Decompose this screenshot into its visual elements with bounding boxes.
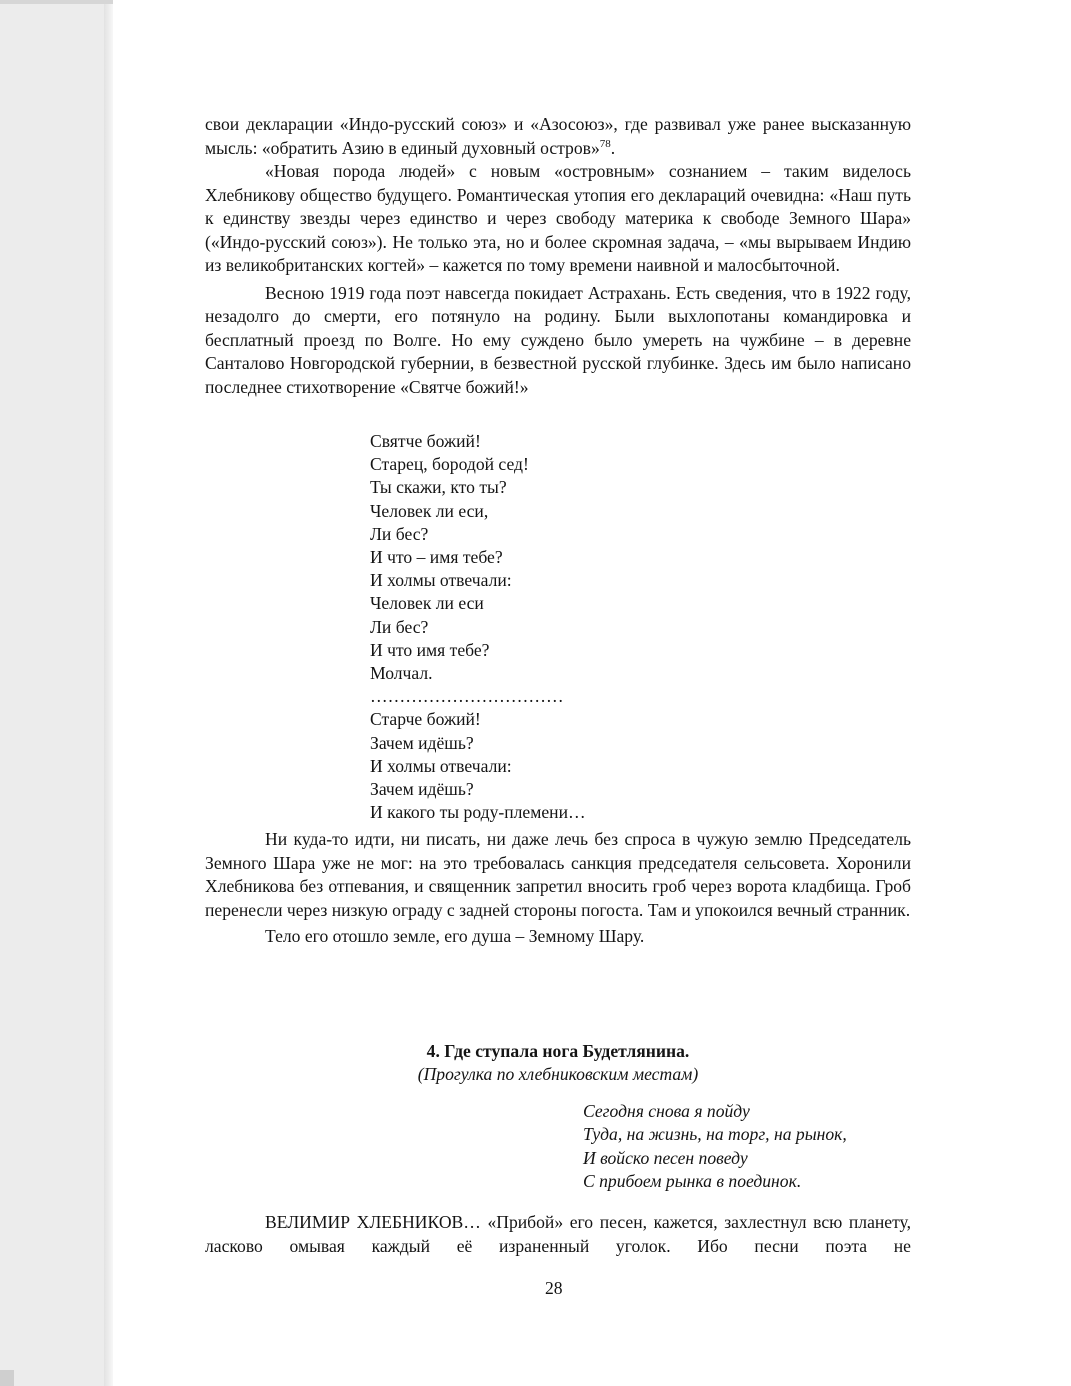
section-subtitle: (Прогулка по хлебниковским местам) — [417, 1064, 699, 1084]
epigraph-line: Сегодня снова я пойду — [583, 1101, 750, 1121]
poem-line: Старец, бородой сед! — [370, 454, 529, 475]
scan-page-edge — [104, 0, 113, 1386]
scan-corner — [0, 1370, 14, 1386]
epigraph — [583, 1100, 847, 1193]
paragraph-spring-1919: Весною 1919 года поэт навсегда покидает Астрахань. Есть сведения, что в 1922 году, незадолго до смерти, его потянуло на родину. Были выхлопотаны командировка и бесплатный проезд по Волге. Но ему суждено было умереть на чужбине – в деревне Санталово Новгородской губернии, в безвестной русской глубинке. Здесь им было написано последнее стихотворение «Святче божий!» — [205, 282, 911, 397]
poem-line: Человек ли еси, — [370, 500, 489, 521]
section-title: 4. Где ступала нога Будетлянина. — [426, 1041, 690, 1061]
paragraph-body-soul: Тело его отошло земле, его душа – Земному Шару. — [265, 926, 645, 946]
poem-line: И холмы отвечали: — [370, 570, 512, 591]
poem-line: Зачем идёшь? — [370, 779, 474, 800]
epigraph-line: С прибоем рынка в поединок. — [583, 1170, 802, 1191]
middle-text-block — [205, 828, 911, 949]
paragraph-khlebnikov-surf: ВЕЛИМИР ХЛЕБНИКОВ… «Прибой» его песен, кажется, захлестнул всю планету, ласково омывая каждый её израненный уголок. Ибо песни поэта не — [205, 1212, 911, 1256]
poem-line: И что имя тебе? — [370, 639, 490, 660]
poem-line: И что – имя тебе? — [370, 547, 503, 568]
poem-line: Человек ли еси — [370, 593, 484, 614]
poem-line: Ли бес? — [370, 523, 429, 544]
poem-ellipsis-line: …………………………… — [370, 686, 564, 707]
poem-line: Ли бес? — [370, 616, 429, 637]
poem-line: И холмы отвечали: — [370, 755, 512, 776]
paragraph-new-breed: «Новая порода людей» с новым «островным» сознанием – таким виделось Хлебникову общество будущего. Романтическая утопия его деклараций очевидна: «Наш путь к единству звезды через единство и через свободу материка к свободе Земного Шара» («Индо-русский союз»). Не только эта, но и более скромная задача, – «мы вырываем Индию из великобританских когтей» – кажется по тому времени наивной и малосбыточной. — [205, 161, 911, 275]
top-text-block — [205, 113, 911, 399]
epigraph-line: Туда, на жизнь, на торг, на рынок, — [583, 1124, 847, 1145]
footnote-ref: 78 — [599, 137, 611, 150]
paragraph-burial: Ни куда-то идти, ни писать, ни даже лечь без спроса в чужую землю Председатель Земного Шара уже не мог: на это требовалась санкция председателя сельсовета. Хоронили Хлебникова без отпевания, и священник запретил вносить гроб через ворота кладбища. Гроб перенесли через низкую ограду с задней стороны погоста. Там и упокоился вечный странник. — [205, 829, 911, 920]
page-number: 28 — [545, 1278, 563, 1298]
section-heading — [205, 1040, 911, 1086]
poem-line: Старче божий! — [370, 709, 481, 730]
paragraph-declarations: свои декларации «Индо-русский союз» и «Азосоюз», где развивал уже ранее высказанную мысль: «обратить Азию в единый духовный остров»$^{78}$. — [205, 114, 911, 158]
bottom-text-block — [205, 1211, 911, 1258]
poem-line: Молчал. — [370, 663, 433, 684]
poem-line: Зачем идёшь? — [370, 732, 474, 753]
poem-line: Ты скажи, кто ты? — [370, 477, 507, 498]
scan-margin — [0, 0, 112, 1386]
poem-line: Святче божий! — [370, 431, 481, 451]
epigraph-line: И войско песен поведу — [583, 1147, 748, 1168]
poem-svyatche-bozhiy — [370, 430, 586, 824]
poem-line: И какого ты роду-племени… — [370, 802, 586, 823]
